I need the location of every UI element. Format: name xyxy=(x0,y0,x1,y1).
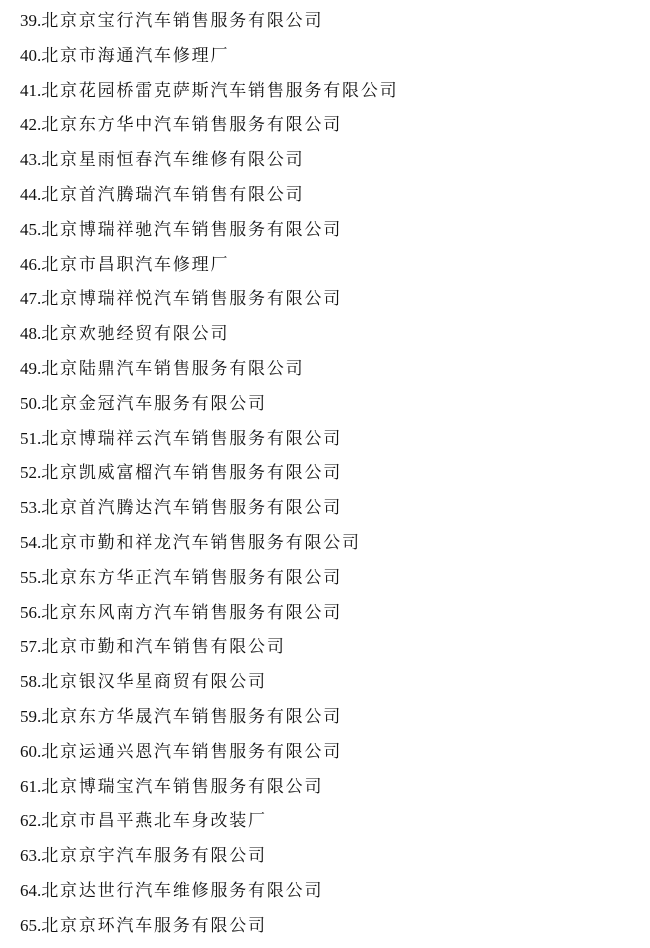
company-name: 北京运通兴恩汽车销售服务有限公司 xyxy=(41,741,343,762)
company-name: 北京京宝行汽车销售服务有限公司 xyxy=(41,11,324,31)
entry-number: 60. xyxy=(20,741,42,761)
company-name: 北京市勤和祥龙汽车销售服务有限公司 xyxy=(41,532,361,553)
company-list xyxy=(20,7,640,947)
company-name: 北京博瑞祥悦汽车销售服务有限公司 xyxy=(41,289,343,310)
company-name: 北京京环汽车服务有限公司 xyxy=(41,915,267,936)
entry-number: 61. xyxy=(20,776,42,796)
entry-number: 64. xyxy=(20,880,42,900)
entry-number: 39. xyxy=(20,11,42,30)
entry-number: 63. xyxy=(20,846,42,866)
company-name: 北京星雨恒春汽车维修有限公司 xyxy=(41,150,305,171)
company-name: 北京东方华晟汽车销售服务有限公司 xyxy=(41,706,343,727)
list-item xyxy=(20,111,640,146)
entry-number: 59. xyxy=(20,706,42,726)
list-item xyxy=(20,77,640,112)
entry-number: 53. xyxy=(20,498,42,518)
company-name: 北京首汽腾达汽车销售服务有限公司 xyxy=(41,498,343,519)
list-item xyxy=(20,912,640,947)
list-item xyxy=(20,459,640,494)
entry-number: 56. xyxy=(20,602,42,622)
entry-number: 58. xyxy=(20,672,42,692)
list-item xyxy=(20,773,640,808)
list-item xyxy=(20,355,640,390)
entry-number: 54. xyxy=(20,532,42,552)
list-item xyxy=(20,668,640,703)
list-item xyxy=(20,216,640,251)
entry-number: 42. xyxy=(20,115,42,135)
entry-number: 55. xyxy=(20,567,42,587)
company-name: 北京凯威富榴汽车销售服务有限公司 xyxy=(41,463,343,484)
entry-number: 44. xyxy=(20,184,42,204)
company-name: 北京市海通汽车修理厂 xyxy=(41,45,230,66)
entry-number: 45. xyxy=(20,219,42,239)
company-name: 北京东方华正汽车销售服务有限公司 xyxy=(41,567,343,588)
entry-number: 50. xyxy=(20,393,42,413)
company-name: 北京市昌职汽车修理厂 xyxy=(41,254,230,275)
list-item xyxy=(20,807,640,842)
list-item xyxy=(20,842,640,877)
company-name: 北京陆鼎汽车销售服务有限公司 xyxy=(41,358,305,379)
list-item xyxy=(20,181,640,216)
company-name: 北京欢驰经贸有限公司 xyxy=(41,324,230,345)
list-item xyxy=(20,599,640,634)
entry-number: 65. xyxy=(20,915,42,935)
entry-number: 49. xyxy=(20,358,42,378)
company-name: 北京博瑞宝汽车销售服务有限公司 xyxy=(41,776,324,797)
entry-number: 41. xyxy=(20,80,42,100)
list-item xyxy=(20,633,640,668)
entry-number: 40. xyxy=(20,45,42,65)
company-name: 北京博瑞祥云汽车销售服务有限公司 xyxy=(41,428,343,449)
company-name: 北京市昌平燕北车身改装厂 xyxy=(41,811,267,832)
company-name: 北京市勤和汽车销售有限公司 xyxy=(41,637,286,658)
company-name: 北京花园桥雷克萨斯汽车销售服务有限公司 xyxy=(41,80,399,101)
list-item xyxy=(20,390,640,425)
list-item xyxy=(20,877,640,912)
list-item xyxy=(20,564,640,599)
entry-number: 47. xyxy=(20,289,42,309)
company-name: 北京东方华中汽车销售服务有限公司 xyxy=(41,115,343,136)
company-name: 北京银汉华星商贸有限公司 xyxy=(41,672,267,693)
entry-number: 43. xyxy=(20,150,42,170)
list-item xyxy=(20,146,640,181)
list-item xyxy=(20,425,640,460)
entry-number: 51. xyxy=(20,428,42,448)
company-name: 北京金冠汽车服务有限公司 xyxy=(41,393,267,414)
list-item xyxy=(20,529,640,564)
entry-number: 52. xyxy=(20,463,42,483)
list-item xyxy=(20,42,640,77)
entry-number: 48. xyxy=(20,324,42,344)
list-item xyxy=(20,703,640,738)
company-name: 北京博瑞祥驰汽车销售服务有限公司 xyxy=(41,219,343,240)
entry-number: 57. xyxy=(20,637,42,657)
list-item xyxy=(20,251,640,286)
entry-number: 46. xyxy=(20,254,42,274)
entry-number: 62. xyxy=(20,811,42,831)
company-name: 北京达世行汽车维修服务有限公司 xyxy=(41,880,324,901)
list-item xyxy=(20,494,640,529)
list-item xyxy=(20,285,640,320)
list-item xyxy=(20,320,640,355)
list-item xyxy=(20,7,640,42)
company-name: 北京东风南方汽车销售服务有限公司 xyxy=(41,602,343,623)
company-name: 北京京宇汽车服务有限公司 xyxy=(41,846,267,867)
list-item xyxy=(20,738,640,773)
company-name: 北京首汽腾瑞汽车销售有限公司 xyxy=(41,184,305,205)
